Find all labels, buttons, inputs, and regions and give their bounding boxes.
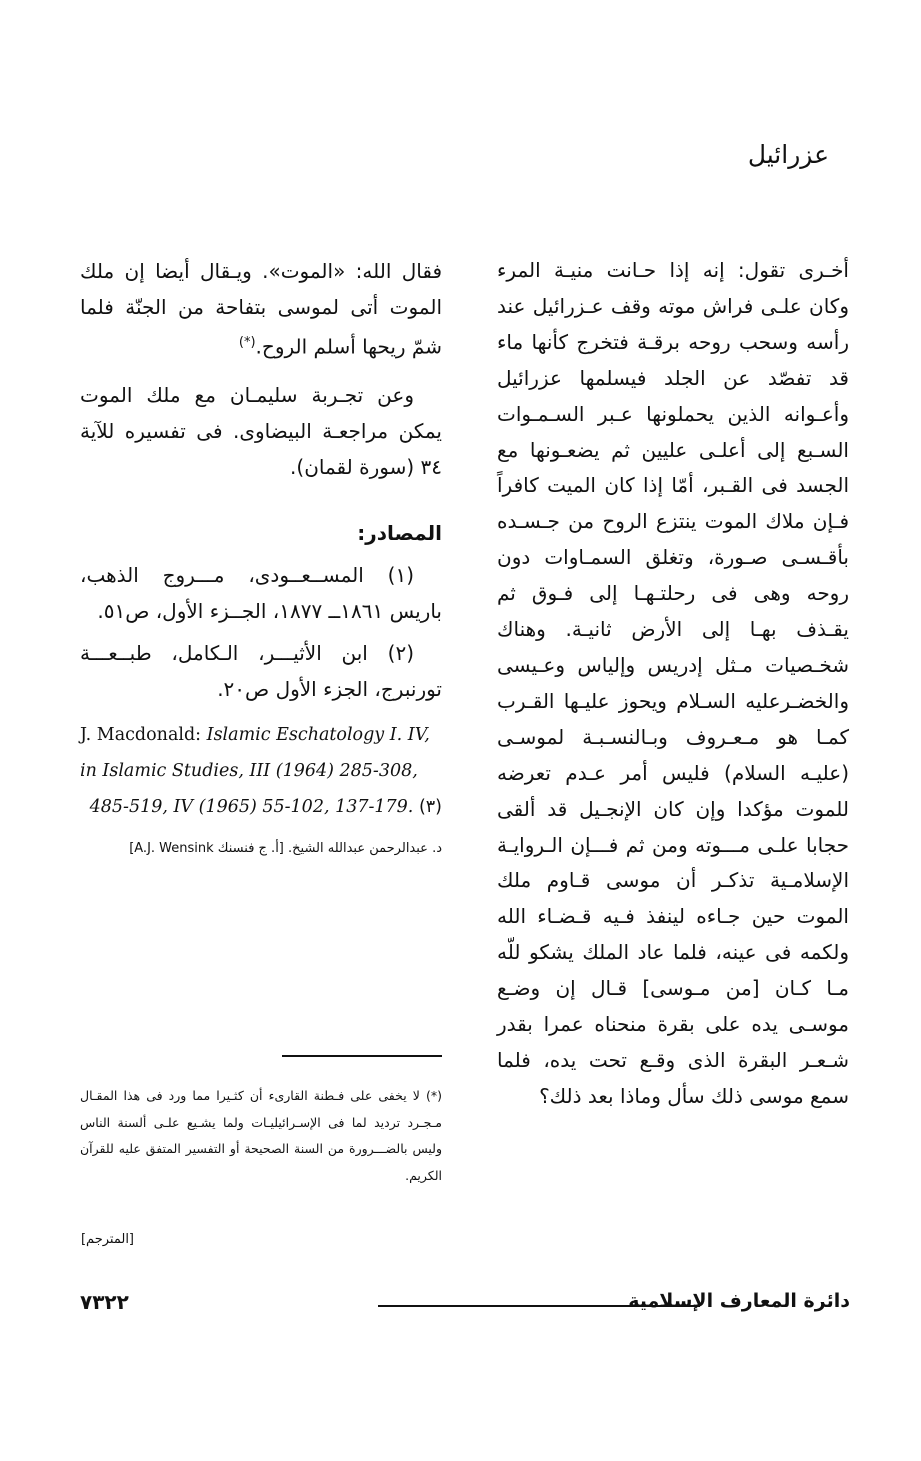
translator-note: [المترجم] — [80, 1232, 134, 1247]
paragraph-text: فقال الله: «الموت». ويـقال أيضا إن ملك الموت أتى لموسى بتفاحة من الجنّة فلما شمّ ريحها أسلم الروح. — [80, 259, 442, 359]
footnote-divider — [282, 1055, 442, 1057]
right-column — [497, 253, 849, 1115]
reference-item-latin — [80, 717, 442, 825]
reference-author: J. Macdonald: — [80, 724, 202, 745]
body-paragraph — [80, 253, 442, 365]
reference-title: Islamic Eschatology I. IV, in Islamic Studies, III (1964) 285-308, 485-519, IV (1965) 55-102, 137-179. — [80, 724, 430, 817]
reference-item: (٢) ابن الأثيـــر، الـكامل، طبــعـــة تورنبرج، الجزء الأول ص٢٠. — [80, 640, 442, 701]
footer-title: دائرة المعارف الإسلامية — [628, 1290, 850, 1312]
page-footer — [80, 1290, 850, 1320]
body-paragraph: أخـرى تقول: إنه إذا حـانت منيـة المرء وكان علـى فراش موته وقف عـزرائيل عند رأسه وسحب روحه برقـة فتخرج كأنها ماء قد تفصّد عن الجلد فيسلمها عزرائيل وأعـوانه الذين يحملونها عـبر السـمـوات السـبع إلى أعلـى عليين ثم يضعـونها مع الجسد فى القـبر، أمّا إذا كان الميت كافراً فـإن ملاك الموت ينتزع الروح من جـسـده بأقـسـى صـورة، وتغلق السمـاوات دون روحه وهى فى رحلتـهـا إلى فـوق ثم يقـذف بهـا إلى الأرض ثانيـة. وهناك شخـصيات مـثل إدريس وإلياس وعـيسى والخضـرعليه السـلام ويحوز عليـها القـرب كمـا هو مـعـروف وبـالنسـبـة لموسـى (عليـه السلام) فليس أمر عـدم تعرضه للموت مؤكدا وإن كان الإنجـيل قد ألقى حجابا علـى مـــوته ومن ثم فـــإن الـروايـة الإسلامـية تذكـر أن موسى قـاوم ملك الموت حين جـاءه لينفذ فـيه قـضـاء الله ولكمه فى عينه، فلما عاد الملك يشكو للّه مـا كـان [من مـوسى] قـال إن وضـع موسـى يده على بقرة منحناه عمرا بقدر شـعـر البقرة الذى وقـع تحت يده، فلما سمع موسى ذلك سأل وماذا بعد ذلك؟ — [497, 258, 849, 1108]
reference-item: (١) المســعــودى، مـــروج الذهب، باريس ١٨٦١ــ ١٨٧٧، الجــزء الأول، ص٥١. — [80, 562, 442, 623]
page-number: ٧٣٢٢ — [80, 1290, 129, 1314]
footnote: (*) لا يخفى على فـطنة القارىء أن كثـيرا مما ورد فى هذا المقـال مـجـرد ترديد لما فى الإسـرائيليـات ولما يشـيع علـى ألسنة الناس وليس بالضـــرورة من السنة الصحيحة أو التفسير المتفق عليه للقرآن الكريم. — [80, 1088, 442, 1183]
page-header-title: عزرائيل — [747, 140, 829, 169]
sources-heading: المصادر: — [357, 520, 442, 545]
reference-number: (٣) — [418, 796, 442, 817]
footnote-mark: (*) — [238, 335, 256, 350]
author-credit: د. عبدالرحمن عبدالله الشيخ. [أ. ج فنسنك A.J. Wensink] — [129, 840, 442, 856]
left-column — [80, 253, 442, 859]
body-paragraph: وعن تجـربة سليمـان مع ملك الموت يمكن مراجعـة البيضاوى. فى تفسيره للآية ٣٤ (سورة لقمان). — [80, 382, 442, 479]
